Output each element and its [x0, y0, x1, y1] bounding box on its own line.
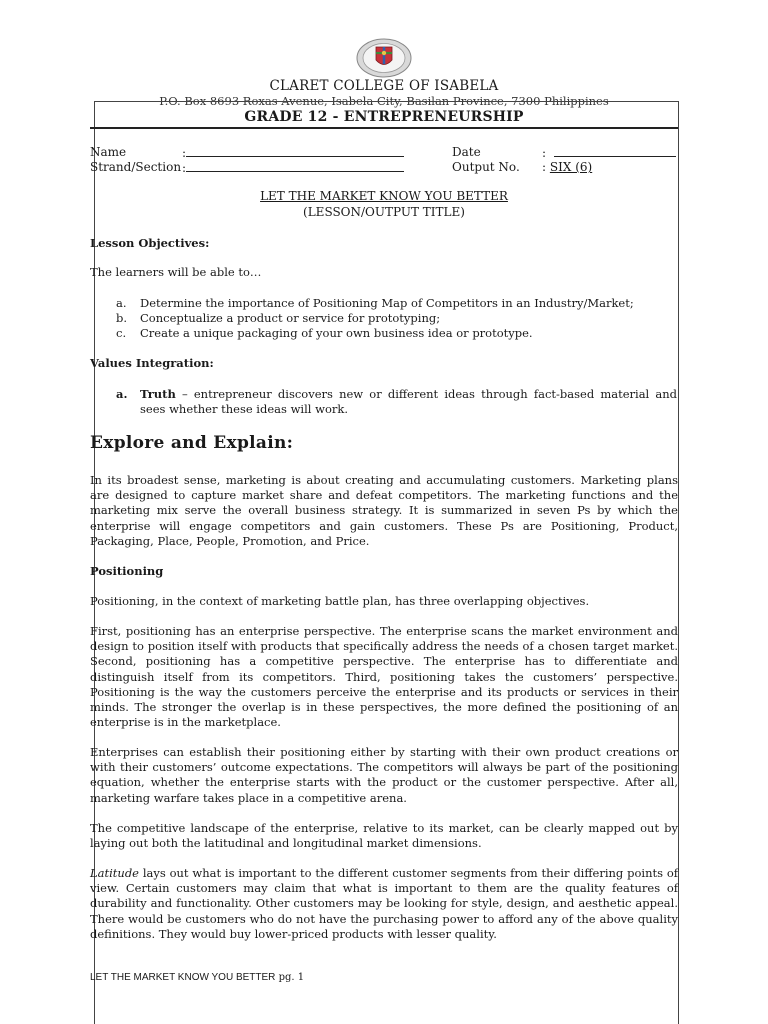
page-frame-right	[678, 101, 679, 1024]
name-field[interactable]	[182, 145, 404, 160]
objectives-intro: The learners will be able to…	[90, 265, 262, 279]
latitude-text: lays out what is important to the different customer segments from their differing points of view. Certain customers may claim that what is important to them are the quality features of durability and functionality. Other customers may be looking for style, design, and aesthetic appeal. There would be customers who do not have the purchasing power to afford any of the above quality definitions. They would buy lower-priced products with lesser quality.	[90, 866, 678, 941]
objective-item: b. Conceptualize a product or service for prototyping;	[116, 311, 441, 325]
name-blank	[186, 145, 404, 157]
output-no-label: Output No.	[452, 160, 520, 174]
objective-item: a. Determine the importance of Positioning Map of Competitors in an Industry/Market;	[116, 296, 634, 310]
date-label: Date	[452, 145, 481, 159]
latitude-paragraph	[90, 866, 678, 942]
date-field[interactable]	[542, 145, 676, 160]
output-colon: :	[542, 160, 547, 174]
positioning-paragraph-4: The competitive landscape of the enterprise, relative to its market, can be clearly mapped out by laying out both the latitudinal and longitudinal market dimensions.	[90, 821, 678, 851]
positioning-paragraph-1: Positioning, in the context of marketing battle plan, has three overlapping objectives.	[90, 594, 590, 608]
output-no-field	[542, 160, 592, 174]
school-seal-logo	[356, 38, 412, 78]
school-address: P.O. Box 8693 Roxas Avenue, Isabela City, Basilan Province, 7300 Philippines	[159, 94, 609, 108]
positioning-paragraph-3: Enterprises can establish their positioning either by starting with their own product creations or with their customers’ outcome expectations. The competitors will always be part of the positioning equation, whether the enterprise starts with the product or the customer perspective. After all, marketing warfare takes place in a competitive arena.	[90, 745, 678, 805]
positioning-paragraph-2: First, positioning has an enterprise perspective. The enterprise scans the market environment and design to position itself with products that specifically address the needs of a chosen target market. Second, positioning has a competitive perspective. The enterprise has to differentiate and distinguish itself from its competitors. Third, positioning takes the customers’ perspective. Positioning is the way the customers perceive the enterprise and its products or services in their minds. The stronger the overlap is in these perspectives, the more defined the positioning of an enterprise is in the marketplace.	[90, 624, 678, 730]
strand-blank	[186, 160, 404, 172]
explore-intro-paragraph: In its broadest sense, marketing is about creating and accumulating customers. Marketing plans are designed to capture market share and defeat competitors. The marketing functions and the marketing mix serve the overall business strategy. It is summarized in seven Ps by which the enterprise will engage competitors and gain customers. These Ps are Positioning, Product, Packaging, Place, People, Promotion, and Price.	[90, 473, 678, 548]
strand-section-field[interactable]	[182, 160, 404, 175]
strand-section-label: Strand/Section	[90, 160, 182, 174]
name-label: Name	[90, 145, 127, 159]
strand-colon: :	[182, 161, 187, 175]
page-footer	[90, 972, 304, 983]
values-text: – entrepreneur discovers new or different ideas through fact-based material and sees whether these ideas will work.	[140, 387, 677, 417]
output-no-value: SIX (6)	[549, 160, 593, 174]
positioning-heading: Positioning	[90, 564, 164, 578]
name-colon: :	[182, 146, 187, 160]
values-item-letter: a.	[116, 387, 128, 401]
footer-page-number: pg. 1	[275, 972, 305, 983]
date-colon: :	[542, 146, 547, 160]
header-divider	[90, 127, 678, 129]
page-frame-top	[94, 101, 679, 102]
values-item	[140, 387, 677, 417]
footer-title: LET THE MARKET KNOW YOU BETTER	[90, 972, 276, 983]
explore-heading: Explore and Explain:	[90, 433, 294, 453]
objectives-heading: Lesson Objectives:	[90, 236, 210, 250]
latitude-term: Latitude	[90, 866, 139, 880]
objectives-list	[116, 296, 676, 344]
date-blank	[554, 145, 676, 157]
values-heading: Values Integration:	[90, 356, 214, 370]
objective-item: c. Create a unique packaging of your own business idea or prototype.	[116, 326, 533, 340]
lesson-title: LET THE MARKET KNOW YOU BETTER	[260, 189, 508, 203]
school-name: CLARET COLLEGE OF ISABELA	[269, 78, 499, 94]
course-title: GRADE 12 - ENTREPRENEURSHIP	[244, 109, 524, 125]
lesson-subtitle: (LESSON/OUTPUT TITLE)	[303, 205, 465, 219]
values-term: Truth	[140, 387, 176, 401]
